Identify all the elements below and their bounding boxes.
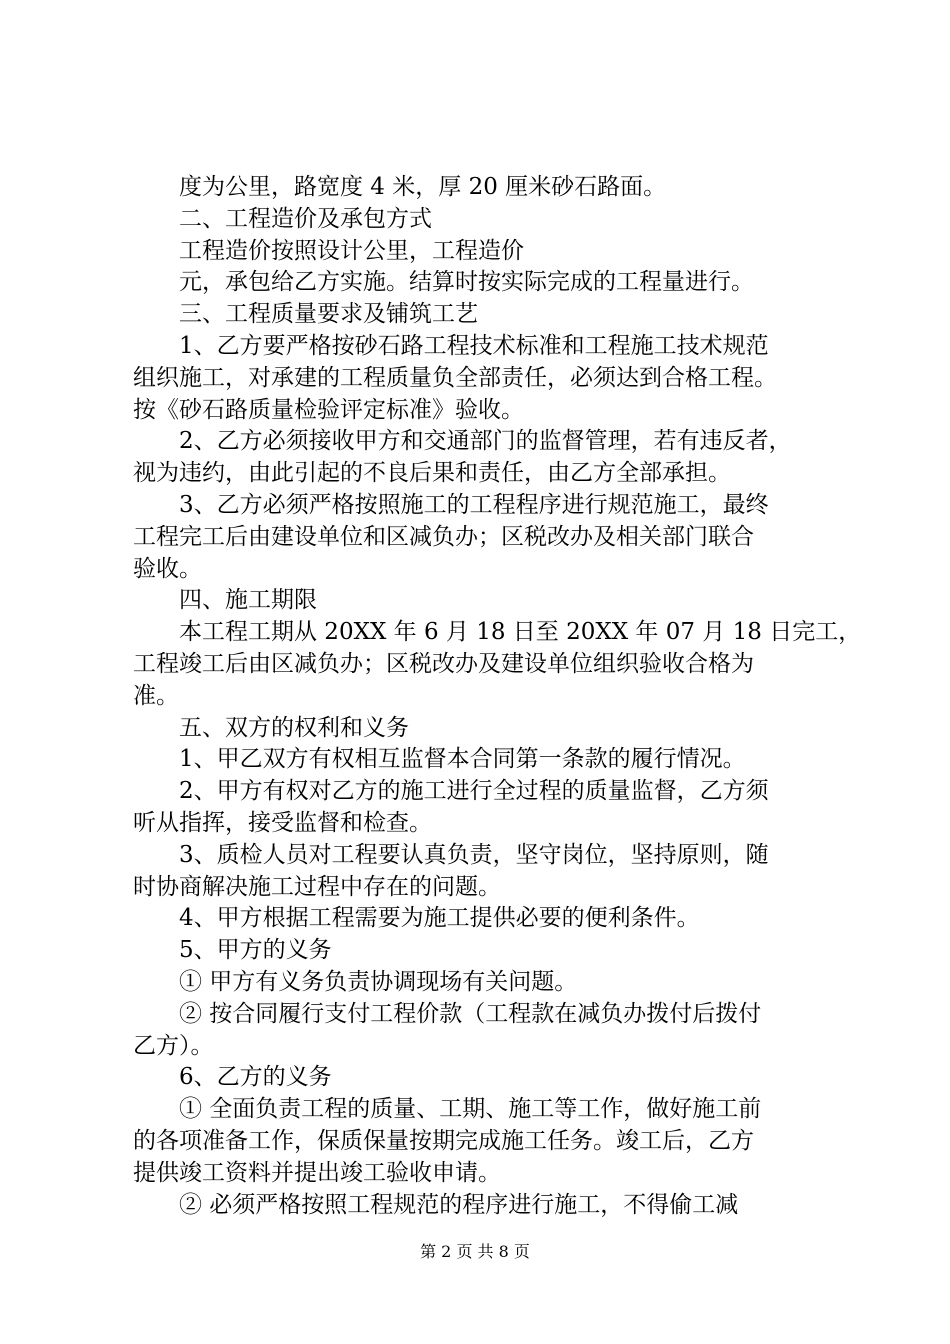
text-line: 1、乙方要严格按砂石路工程技术标准和工程施工技术规范 bbox=[179, 332, 769, 359]
text-line: 工程造价按照设计公里，工程造价 bbox=[179, 237, 524, 264]
text-line: 按《砂石路质量检验评定标准》验收。 bbox=[133, 396, 524, 423]
text-line: 准。 bbox=[133, 682, 179, 709]
section-heading: 二、工程造价及承包方式 bbox=[179, 205, 432, 232]
text-line: ① 全面负责工程的质量、工期、施工等工作，做好施工前 bbox=[179, 1096, 762, 1123]
text-line: 2、乙方必须接收甲方和交通部门的监督管理，若有违反者， bbox=[179, 428, 792, 455]
text-line: 的各项准备工作，保质保量按期完成施工任务。竣工后，乙方 bbox=[133, 1127, 754, 1154]
text-line: 听从指挥，接受监督和检查。 bbox=[133, 809, 432, 836]
text-line: 验收。 bbox=[133, 555, 202, 582]
text-line: 元，承包给乙方实施。结算时按实际完成的工程量进行。 bbox=[179, 269, 754, 296]
text-line: 3、质检人员对工程要认真负责，坚守岗位，坚持原则，随 bbox=[179, 841, 769, 868]
section-heading: 四、施工期限 bbox=[179, 587, 317, 614]
contract-body bbox=[133, 172, 862, 1221]
text-line: 2、甲方有权对乙方的施工进行全过程的质量监督，乙方须 bbox=[179, 778, 769, 805]
text-line: 组织施工，对承建的工程质量负全部责任，必须达到合格工程。 bbox=[133, 364, 777, 391]
section-heading: 三、工程质量要求及铺筑工艺 bbox=[179, 301, 478, 328]
text-line: 4、甲方根据工程需要为施工提供必要的便利条件。 bbox=[179, 905, 700, 932]
text-line: 时协商解决施工过程中存在的问题。 bbox=[133, 873, 501, 900]
text-line: 工程完工后由建设单位和区减负办；区税改办及相关部门联合 bbox=[133, 523, 754, 550]
page-footer: 第 2 页 共 8 页 bbox=[420, 1242, 530, 1261]
text-line: 工程竣工后由区减负办；区税改办及建设单位组织验收合格为 bbox=[133, 650, 754, 677]
subsection-heading: 5、甲方的义务 bbox=[179, 937, 332, 964]
text-line: 提供竣工资料并提出竣工验收申请。 bbox=[133, 1159, 501, 1186]
text-line: 3、乙方必须严格按照施工的工程程序进行规范施工，最终 bbox=[179, 491, 769, 518]
text-line: 乙方）。 bbox=[133, 1032, 214, 1059]
text-line: ② 按合同履行支付工程价款（工程款在减负办拨付后拨付 bbox=[179, 1000, 762, 1027]
text-line: 视为违约，由此引起的不良后果和责任，由乙方全部承担。 bbox=[133, 460, 731, 487]
text-line: 1、甲乙双方有权相互监督本合同第一条款的履行情况。 bbox=[179, 746, 746, 773]
text-line: ② 必须严格按照工程规范的程序进行施工，不得偷工减 bbox=[179, 1191, 739, 1218]
section-heading: 五、双方的权利和义务 bbox=[179, 714, 409, 741]
text-line: 本工程工期从 20XX 年 6 月 18 日至 20XX 年 07 月 18 日完工， bbox=[179, 619, 862, 646]
subsection-heading: 6、乙方的义务 bbox=[179, 1064, 332, 1091]
text-line: 度为公里，路宽度 4 米，厚 20 厘米砂石路面。 bbox=[179, 174, 667, 200]
text-line: ① 甲方有义务负责协调现场有关问题。 bbox=[179, 968, 578, 995]
